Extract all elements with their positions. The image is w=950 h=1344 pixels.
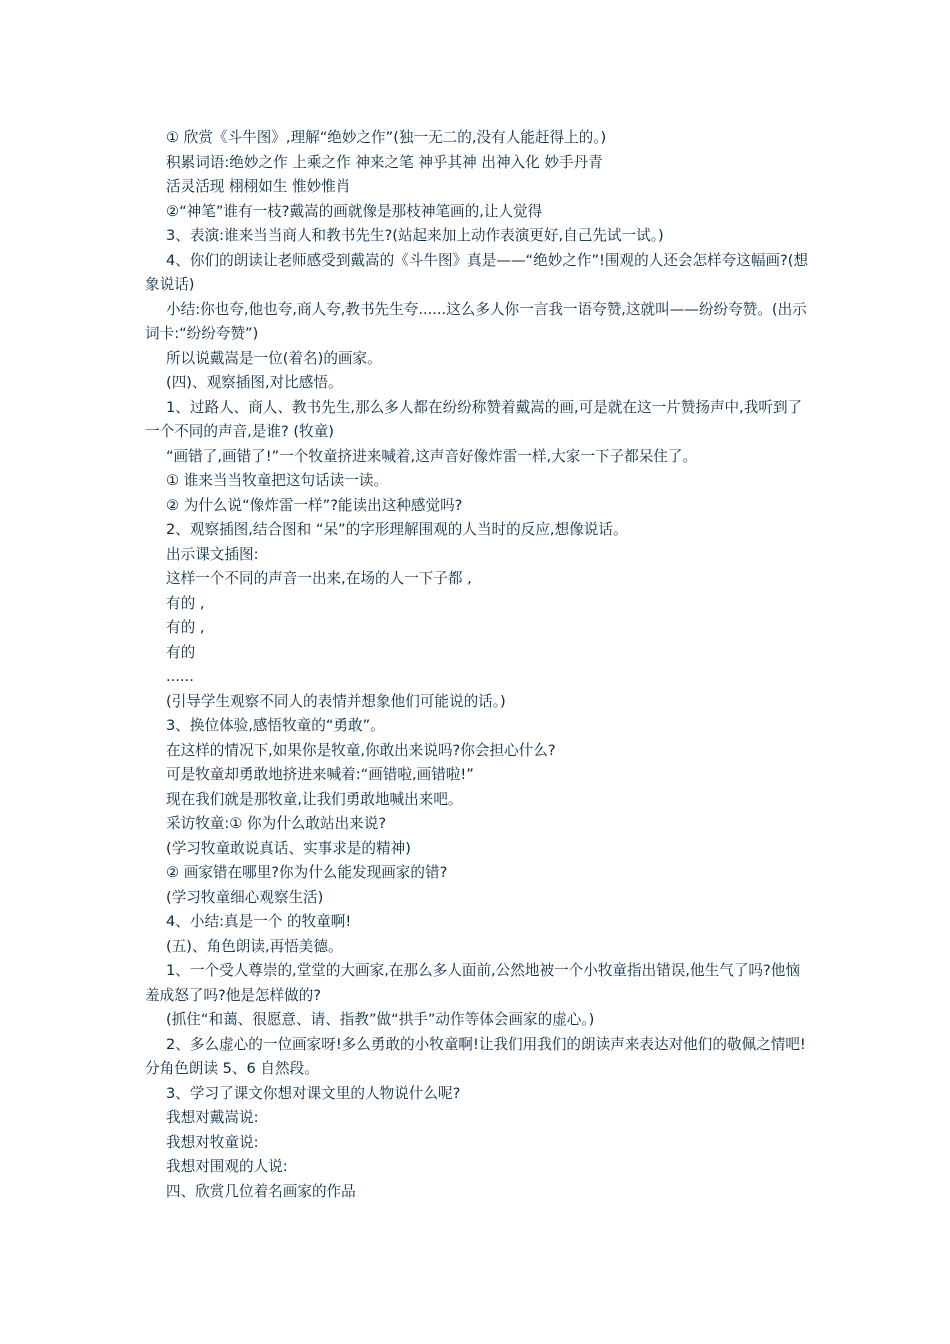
document-body [145, 126, 810, 1204]
section-heading: (四)、观察插图,对比感悟。 [166, 374, 343, 391]
paragraph: 1、过路人、商人、教书先生,那么多人都在纷纷称赞着戴嵩的画,可是就在这一片赞扬声中,我听到了一个不同的声音,是谁? (牧童) [145, 398, 803, 440]
paragraph: 活灵活现 栩栩如生 惟妙惟肖 [166, 178, 351, 195]
paragraph: (抓住“和蔼、很愿意、请、指教”做“拱手”动作等体会画家的虚心。) [166, 1011, 595, 1028]
paragraph: (学习牧童敢说真话、实事求是的精神) [166, 839, 411, 857]
paragraph: 我想对戴嵩说: [166, 1109, 259, 1126]
paragraph: 4、小结:真是一个 的牧童啊! [166, 913, 352, 930]
paragraph: 1、一个受人尊崇的,堂堂的大画家,在那么多人面前,公然地被一个小牧童指出错误,他生气了吗?他恼羞成怒了吗?他是怎样做的? [145, 962, 800, 1004]
paragraph: 3、学习了课文你想对课文里的人物说什么呢? [166, 1084, 461, 1102]
paragraph: 有的 [166, 643, 196, 661]
paragraph: 我想对围观的人说: [166, 1158, 288, 1175]
paragraph: 3、表演:谁来当当商人和教书先生?(站起来加上动作表演更好,自己先试一试。) [166, 227, 664, 244]
paragraph: 3、换位体验,感悟牧童的“勇敢”。 [166, 717, 385, 734]
paragraph: (学习牧童细心观察生活) [166, 888, 324, 906]
paragraph: 现在我们就是那牧童,让我们勇敢地喊出来吧。 [166, 790, 463, 808]
paragraph: ① 欣赏《斗牛图》,理解“绝妙之作”(独一无二的,没有人能赶得上的。) [166, 129, 607, 146]
paragraph: 2、多么虚心的一位画家呀!多么勇敢的小牧童啊!让我们用我们的朗读声来表达对他们的敬佩之情吧!分角色朗读 5、6 自然段。 [145, 1035, 806, 1077]
paragraph: 小结:你也夸,他也夸,商人夸,教书先生夸......这么多人你一言我一语夸赞,这就叫——纷纷夸赞。(出示词卡:“纷纷夸赞”) [145, 300, 807, 342]
paragraph: 我想对牧童说: [166, 1133, 259, 1151]
paragraph: 积累词语:绝妙之作 上乘之作 神来之笔 神乎其神 出神入化 妙手丹青 [166, 153, 603, 171]
section-heading: (五)、角色朗读,再悟美德。 [166, 937, 343, 955]
paragraph: ②“神笔”谁有一枝?戴嵩的画就像是那枝神笔画的,让人觉得 [166, 202, 543, 220]
paragraph: “画错了,画错了!”一个牧童挤进来喊着,这声音好像炸雷一样,大家一下子都呆住了。 [166, 447, 698, 465]
paragraph: ① 谁来当当牧童把这句话读一读。 [166, 472, 389, 489]
paragraph: 所以说戴嵩是一位(着名)的画家。 [166, 349, 382, 367]
section-heading: 四、欣赏几位着名画家的作品 [166, 1182, 356, 1200]
paragraph: 有的 , [166, 594, 205, 612]
paragraph: 出示课文插图: [166, 545, 259, 563]
paragraph: ② 为什么说“像炸雷一样”?能读出这种感觉吗? [166, 496, 463, 514]
paragraph: 4、你们的朗读让老师感受到戴嵩的《斗牛图》真是——“绝妙之作”!围观的人还会怎样夸这幅画?(想象说话) [145, 251, 809, 293]
paragraph: (引导学生观察不同人的表情并想象他们可能说的话。) [166, 692, 506, 710]
paragraph: ...... [166, 668, 194, 685]
paragraph: ② 画家错在哪里?你为什么能发现画家的错? [166, 864, 448, 881]
paragraph: 在这样的情况下,如果你是牧童,你敢出来说吗?你会担心什么? [166, 741, 556, 759]
paragraph: 采访牧童:① 你为什么敢站出来说? [166, 815, 387, 832]
paragraph: 可是牧童却勇敢地挤进来喊着:“画错啦,画错啦!” [166, 766, 474, 783]
paragraph: 这样一个不同的声音一出来,在场的人一下子都 , [166, 570, 472, 587]
paragraph: 2、观察插图,结合图和 “呆”的字形理解围观的人当时的反应,想像说话。 [166, 521, 628, 538]
paragraph: 有的 , [166, 619, 205, 636]
